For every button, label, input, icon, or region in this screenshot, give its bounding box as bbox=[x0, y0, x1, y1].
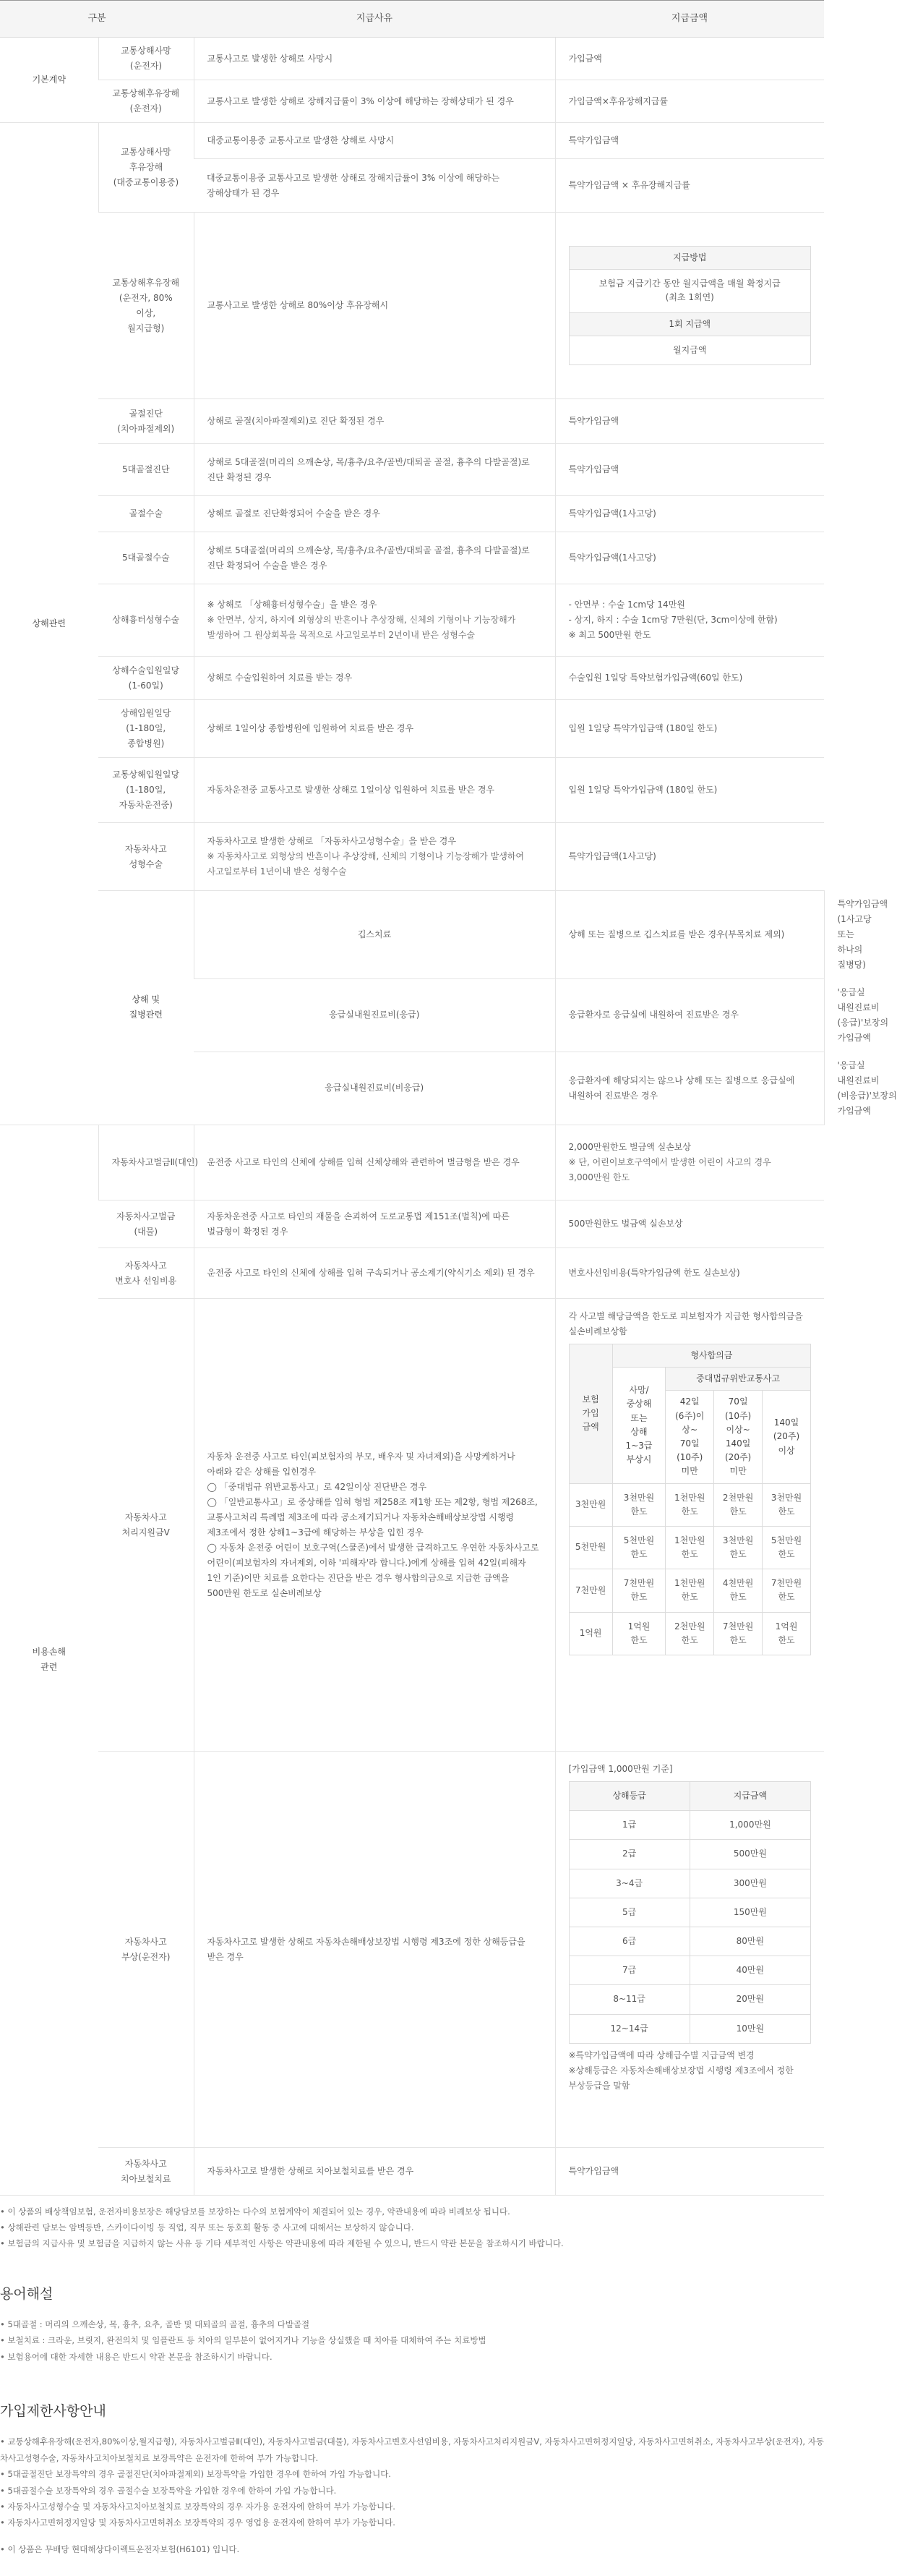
death-header: 사망/ 중상해 또는 상해 1~3급 부상시 bbox=[612, 1368, 666, 1483]
reason-line: 자동차사고로 발생한 상해로 「자동차사고성형수술」을 받은 경우 bbox=[207, 836, 456, 846]
footnote: • 이 상품의 배상책임보험, 운전자비용보장은 해당담보를 보장하는 다수의 보험계약이 체결되어 있는 경우, 약관내용에 따라 비례보상 됩니다. bbox=[0, 2206, 510, 2217]
coverage-reason: 교통사고로 발생한 상해로 사망시 bbox=[194, 38, 555, 80]
limit-cell: 3천만원 한도 bbox=[763, 1483, 811, 1526]
table-row bbox=[0, 823, 824, 891]
category-cost: 비용손해 관련 bbox=[0, 1125, 98, 2196]
amount-line: - 상지, 하지 : 수술 1cm당 7만원(단, 3cm이상에 한함) bbox=[568, 615, 778, 625]
coverage-name: 상해수술입원일당 (1-60일) bbox=[98, 657, 194, 700]
terms-section bbox=[0, 2316, 824, 2365]
table-row bbox=[0, 1299, 824, 1752]
table-row bbox=[0, 496, 824, 532]
limit-cell: 5천만원 한도 bbox=[763, 1526, 811, 1569]
amount-note: ※ 단, 어린이보호구역에서 발생한 어린이 사고의 경우 3,000만원 한도 bbox=[568, 1156, 771, 1182]
days-140-header: 140일 (20주) 이상 bbox=[763, 1391, 811, 1483]
payment-cell: 300만원 bbox=[690, 1869, 810, 1898]
payment-cell: 80만원 bbox=[690, 1927, 810, 1956]
limit-cell: 1천만원 한도 bbox=[666, 1526, 714, 1569]
amount-intro: [가입금액 1,000만원 기준] bbox=[568, 1764, 673, 1774]
coverage-reason: 대중교통이용중 교통사고로 발생한 상해로 사망시 bbox=[194, 123, 555, 159]
payment-once-header: 1회 지급액 bbox=[569, 312, 811, 336]
limit-item: • 5대골절진단 보장특약의 경우 골절진단(치아파절제외) 보장특약을 가입한 경우에 한하여 가입 가능합니다. bbox=[0, 2469, 391, 2480]
grade-header: 상해등급 bbox=[569, 1782, 690, 1811]
table-row: 상해 및 질병관련 깁스치료 상해 또는 질병으로 깁스치료를 받은 경우(부목치료 제외) 특약가입금액 (1사고당 또는 하나의 질병당) bbox=[0, 891, 824, 979]
cost-table bbox=[0, 1125, 824, 2196]
amount-intro: 각 사고별 해당금액을 한도로 피보험자가 지급한 형사합의금을 실손비례보상함 bbox=[568, 1311, 803, 1336]
coverage-name: 교통상해입원일당 (1-180일, 자동차운전중) bbox=[98, 758, 194, 823]
coverage-name: 자동차사고벌금Ⅱ(대인) bbox=[98, 1125, 194, 1200]
injury-grade-table bbox=[569, 1781, 812, 2044]
category-emergency: 상해 및 질병관련 bbox=[98, 891, 194, 1125]
table-row bbox=[0, 213, 824, 399]
coverage-name: 자동차사고 치아보철치료 bbox=[98, 2148, 194, 2196]
coverage-reason: 상해로 1일이상 종합병원에 입원하여 치료를 받은 경우 bbox=[194, 700, 555, 758]
coverage-name: 자동차사고벌금(대물) bbox=[98, 1200, 194, 1248]
payment-once-value: 월지급액 bbox=[569, 336, 811, 364]
category-basic: 기본계약 bbox=[0, 38, 98, 123]
coverage-table bbox=[0, 0, 897, 1125]
coverage-amount: 특약가입금액 bbox=[555, 444, 824, 496]
coverage-name: 응급실내원진료비(응급) bbox=[194, 978, 555, 1052]
table-row bbox=[569, 1985, 811, 2014]
limit-cell: 1억원 한도 bbox=[763, 1612, 811, 1655]
coverage-amount: 특약가입금액 bbox=[555, 399, 824, 444]
coverage-reason bbox=[194, 1299, 555, 1752]
limit-cell: 4천만원 한도 bbox=[714, 1569, 763, 1612]
grade-cell: 3~4급 bbox=[569, 1869, 690, 1898]
coverage-amount bbox=[555, 1752, 824, 2148]
amount-line: - 안면부 : 수술 1cm당 14만원 bbox=[568, 600, 685, 610]
table-row bbox=[0, 38, 824, 80]
coverage-amount: 가입금액×후유장해지급률 bbox=[555, 80, 824, 123]
limits-title: 가입제한사항안내 bbox=[0, 2403, 106, 2420]
insured-amount-cell: 5천만원 bbox=[569, 1526, 612, 1569]
category-injury: 상해관련 bbox=[0, 123, 98, 1125]
coverage-reason: 상해로 골절로 진단확정되어 수술을 받은 경우 bbox=[194, 496, 555, 532]
coverage-name: 5대골절진단 bbox=[98, 444, 194, 496]
coverage-amount bbox=[555, 1125, 824, 1200]
table-row bbox=[0, 399, 824, 444]
footnotes bbox=[0, 2196, 824, 2252]
coverage-reason: 운전중 사고로 타인의 신체에 상해를 입혀 신체상해와 관련하여 벌금형을 받은 경우 bbox=[194, 1125, 555, 1200]
footnote: • 보험금의 지급사유 및 보험금을 지급하지 않는 사유 등 기타 세부적인 사항은 약관내용에 따라 제한될 수 있으니, 반드시 약관 본문을 참조하시기 바랍니다. bbox=[0, 2238, 564, 2248]
coverage-reason: 상해로 수술입원하여 치료를 받는 경우 bbox=[194, 657, 555, 700]
amount-note: ※ 최고 500만원 한도 bbox=[568, 630, 651, 640]
limit-cell: 5천만원 한도 bbox=[612, 1526, 666, 1569]
coverage-reason: 대중교통이용중 교통사고로 발생한 상해로 장해지급률이 3% 이상에 해당하는 장해상태가 된 경우 bbox=[194, 159, 555, 213]
reason-line: ◯ 「중대법규 위반교통사고」로 42일이상 진단받은 경우 bbox=[207, 1481, 427, 1492]
coverage-reason: 교통사고로 발생한 상해로 80%이상 후유장해시 bbox=[194, 213, 555, 399]
reason-note: ※ 안면부, 상지, 하지에 외형상의 반흔이나 추상장해, 신체의 기형이나 기능장해가 발생하여 그 원상회복을 목적으로 사고일로부터 2년이내 받은 성형수술 bbox=[207, 615, 516, 640]
violation-header: 중대법규위반교통사고 bbox=[666, 1368, 811, 1391]
coverage-name: 상해흉터성형수술 bbox=[98, 584, 194, 657]
limit-cell: 2천만원 한도 bbox=[666, 1612, 714, 1655]
header-category: 구분 bbox=[0, 1, 194, 38]
payment-header: 지급금액 bbox=[690, 1782, 810, 1811]
table-row bbox=[0, 758, 824, 823]
limit-item: • 5대골절수술 보장특약의 경우 골절수술 보장특약을 가입한 경우에 한하여 가입 가능합니다. bbox=[0, 2485, 337, 2496]
table-row bbox=[569, 1840, 811, 1869]
coverage-reason bbox=[194, 584, 555, 657]
amount-note: ※상해등급은 자동차손해배상보장법 시행령 제3조에서 정한 부상등급을 말함 bbox=[568, 2065, 794, 2091]
table-row bbox=[569, 1526, 811, 1569]
coverage-reason: 운전중 사고로 타인의 신체에 상해를 입혀 구속되거나 공소제기(약식기소 제외) 된 경우 bbox=[194, 1248, 555, 1299]
table-row bbox=[0, 1248, 824, 1299]
payment-cell: 1,000만원 bbox=[690, 1811, 810, 1840]
coverage-amount bbox=[555, 1299, 824, 1752]
table-header bbox=[0, 1, 824, 38]
insured-amount-cell: 1억원 bbox=[569, 1612, 612, 1655]
coverage-amount: 특약가입금액(1사고당) bbox=[555, 823, 824, 891]
header-amount: 지급금액 bbox=[555, 1, 824, 38]
table-row bbox=[569, 1811, 811, 1840]
coverage-reason: 자동차운전중 교통사고로 발생한 상해로 1일이상 입원하여 치료를 받은 경우 bbox=[194, 758, 555, 823]
coverage-amount: 특약가입금액 × 후유장해지급률 bbox=[555, 159, 824, 213]
payment-cell: 150만원 bbox=[690, 1898, 810, 1927]
limit-cell: 1억원 한도 bbox=[612, 1612, 666, 1655]
coverage-amount: 수술입원 1일당 특약보험가입금액(60일 한도) bbox=[555, 657, 824, 700]
table-row bbox=[569, 1956, 811, 1985]
header-reason: 지급사유 bbox=[194, 1, 555, 38]
table-row bbox=[569, 1612, 811, 1655]
days-42-header: 42일 (6주)이 상~ 70일 (10주) 미만 bbox=[666, 1391, 714, 1483]
grade-cell: 6급 bbox=[569, 1927, 690, 1956]
reason-line: ◯ 자동차 운전중 어린이 보호구역(스쿨존)에서 발생한 급격하고도 우연한 자동차사고로 어린이(피보험자의 자녀제외, 이하 '피해자'라 합니다.)에게 상해를 입혀 42일(피해자 1인 기준)이만 치료를 요한다는 진단을 받은 경우 형사합의금으로 지급한 금액을 500만원 한도로 실손비례보상 bbox=[207, 1542, 539, 1598]
coverage-name: 교통상해사망(운전자) bbox=[98, 38, 194, 80]
table-row bbox=[569, 1483, 811, 1526]
coverage-amount: 입원 1일당 특약가입금액 (180일 한도) bbox=[555, 758, 824, 823]
coverage-amount: 특약가입금액 bbox=[555, 123, 824, 159]
coverage-name: 교통상해사망 후유장해 (대중교통이용중) bbox=[98, 123, 194, 213]
coverage-amount: 특약가입금액(1사고당) bbox=[555, 532, 824, 584]
coverage-name: 골절수술 bbox=[98, 496, 194, 532]
table-row bbox=[0, 1200, 824, 1248]
table-row bbox=[0, 80, 824, 123]
coverage-name: 5대골절수술 bbox=[98, 532, 194, 584]
coverage-amount: 500만원한도 벌금액 실손보상 bbox=[555, 1200, 824, 1248]
payment-method-header: 지급방법 bbox=[569, 247, 811, 270]
coverage-name: 자동차사고 부상(운전자) bbox=[98, 1752, 194, 2148]
term-item: • 보철치료 : 크라운, 브릿지, 완전의치 및 임플란트 등 치아의 일부분이 없어지거나 기능을 상실했을 때 치아를 대체하여 주는 치료방법 bbox=[0, 2335, 486, 2346]
table-row bbox=[0, 123, 824, 159]
reason-line: ※ 상해로 「상해흉터성형수술」을 받은 경우 bbox=[207, 600, 377, 610]
table-row bbox=[0, 444, 824, 496]
table-row bbox=[0, 1752, 824, 2148]
monthly-payment-table bbox=[569, 246, 812, 365]
coverage-amount: 가입금액 bbox=[555, 38, 824, 80]
limit-cell: 1천만원 한도 bbox=[666, 1483, 714, 1526]
coverage-name: 자동차사고 변호사 선임비용 bbox=[98, 1248, 194, 1299]
reason-line: 자동차 운전중 사고로 타인(피보험자의 부모, 배우자 및 자녀제외)을 사망케하거나 아래와 같은 상해를 입힌경우 bbox=[207, 1451, 515, 1477]
limit-cell: 1천만원 한도 bbox=[666, 1569, 714, 1612]
table-row: 응급실내원진료비(응급) 응급환자로 응급실에 내원하여 진료받은 경우 '응급실 내원진료비 (응급)'보장의 가입금액 bbox=[0, 978, 824, 1052]
grade-cell: 1급 bbox=[569, 1811, 690, 1840]
amount-note: ※특약가입금액에 따라 상해급수별 지급금액 변경 bbox=[568, 2050, 755, 2060]
limit-cell: 3천만원 한도 bbox=[714, 1526, 763, 1569]
coverage-name: 상해입원일당 (1-180일,종합병원) bbox=[98, 700, 194, 758]
coverage-amount bbox=[555, 584, 824, 657]
insured-amount-header: 보험 가입 금액 bbox=[569, 1344, 612, 1484]
table-row bbox=[0, 1125, 824, 1200]
coverage-reason: 상해 또는 질병으로 깁스치료를 받은 경우(부목치료 제외) bbox=[555, 891, 824, 979]
coverage-name: 교통상해후유장해 (운전자, 80%이상, 월지급형) bbox=[98, 213, 194, 399]
limit-cell: 7천만원 한도 bbox=[763, 1569, 811, 1612]
grade-cell: 12~14급 bbox=[569, 2014, 690, 2043]
table-row bbox=[0, 532, 824, 584]
coverage-amount: 입원 1일당 특약가입금액 (180일 한도) bbox=[555, 700, 824, 758]
reason-line: ◯ 「일반교통사고」로 중상해를 입혀 형법 제258조 제1항 또는 제2항, 형법 제268조, 교통사고처리 특례법 제3조에 따라 공소제기되거나 자동차손해배상보장법 시행령 제3조에서 정한 상해1~3급에 해당하는 부상을 입힌 경우 bbox=[207, 1496, 538, 1538]
term-item: • 5대골절 : 머리의 으깨손상, 목, 흉추, 요추, 골반 및 대퇴골의 골절, 흉추의 다발골절 bbox=[0, 2319, 310, 2329]
limit-cell: 7천만원 한도 bbox=[612, 1569, 666, 1612]
table-row bbox=[569, 1898, 811, 1927]
grade-cell: 2급 bbox=[569, 1840, 690, 1869]
payment-cell: 500만원 bbox=[690, 1840, 810, 1869]
payment-cell: 20만원 bbox=[690, 1985, 810, 2014]
limits-section bbox=[0, 2434, 824, 2557]
amount-line: 2,000만원한도 벌금액 실손보상 bbox=[568, 1141, 691, 1152]
coverage-name: 자동차사고 성형수술 bbox=[98, 823, 194, 891]
coverage-reason: 응급환자로 응급실에 내원하여 진료받은 경우 bbox=[555, 978, 824, 1052]
coverage-reason: 자동차사고로 발생한 상해로 치아보철치료를 받은 경우 bbox=[194, 2148, 555, 2196]
settlement-table bbox=[569, 1344, 812, 1655]
footnote: • 상해관련 담보는 암벽등반, 스카이다이빙 등 직업, 직무 또는 동호회 활동 중 사고에 대해서는 보상하지 않습니다. bbox=[0, 2222, 414, 2232]
limit-cell: 7천만원 한도 bbox=[714, 1612, 763, 1655]
coverage-reason: 교통사고로 발생한 상해로 장해지급률이 3% 이상에 해당하는 장해상태가 된 경우 bbox=[194, 80, 555, 123]
coverage-reason: 자동차운전중 사고로 타인의 재물을 손괴하여 도로교통법 제151조(벌칙)에 따른 벌금형이 확정된 경우 bbox=[194, 1200, 555, 1248]
insured-amount-cell: 3천만원 bbox=[569, 1483, 612, 1526]
table-row bbox=[569, 2014, 811, 2043]
payment-cell: 40만원 bbox=[690, 1956, 810, 1985]
coverage-name: 자동차사고 처리지원금Ⅴ bbox=[98, 1299, 194, 1752]
limit-item: • 자동차사고면허정지일당 및 자동차사고면허취소 보장특약의 경우 영업용 운전자에 한하여 부가 가능합니다. bbox=[0, 2517, 395, 2528]
coverage-reason: 응급환자에 해당되지는 않으나 상해 또는 질병으로 응급실에 내원하여 진료받은 경우 bbox=[555, 1052, 824, 1125]
term-item: • 보험용어에 대한 자세한 내용은 반드시 약관 본문을 참조하시기 바랍니다. bbox=[0, 2351, 272, 2362]
terms-title: 용어해설 bbox=[0, 2285, 53, 2302]
limit-cell: 2천만원 한도 bbox=[714, 1483, 763, 1526]
coverage-amount: 특약가입금액 bbox=[555, 2148, 824, 2196]
coverage-reason: 상해로 골절(치아파절제외)로 진단 확정된 경우 bbox=[194, 399, 555, 444]
reason-note: ※ 자동차사고로 외형상의 반흔이나 추상장해, 신체의 기형이나 기능장해가 발생하여 사고일로부터 1년이내 받은 성형수술 bbox=[207, 851, 525, 877]
coverage-reason: 상해로 5대골절(머리의 으깨손상, 목/흉추/요추/골반/대퇴골 골절, 흉추의 다발골절)로 진단 확정된 경우 bbox=[194, 444, 555, 496]
coverage-name: 교통상해후유장해(운전자) bbox=[98, 80, 194, 123]
table-row bbox=[0, 700, 824, 758]
grade-cell: 7급 bbox=[569, 1956, 690, 1985]
grade-cell: 5급 bbox=[569, 1898, 690, 1927]
table-row bbox=[0, 584, 824, 657]
limit-item: • 자동차사고성형수술 및 자동차사고치아보철치료 보장특약의 경우 자가용 운전자에 한하여 부가 가능합니다. bbox=[0, 2501, 395, 2512]
table-row bbox=[0, 657, 824, 700]
table-row bbox=[569, 1869, 811, 1898]
limit-item: • 교통상해후유장해(운전자,80%이상,월지급형), 자동차사고벌금Ⅱ(대인), 자동차사고벌금(대물), 자동차사고변호사선임비용, 자동차사고처리지원금Ⅴ, 자동차사고면허정지일당, 자동차사고면허취소, 자동차사고부상(운전자), 자동차사고성형수술, 자동차사고치아보철치료 보장특약은 운전자에 한하여 부가 가능합니다. bbox=[0, 2436, 824, 2463]
product-note: • 이 상품은 무배당 현대해상다이렉트운전자보험(H6101) 입니다. bbox=[0, 2543, 240, 2554]
coverage-reason: 자동차사고로 발생한 상해로 자동차손해배상보장법 시행령 제3조에 정한 상해등급을 받은 경우 bbox=[194, 1752, 555, 2148]
coverage-name: 깁스치료 bbox=[194, 891, 555, 979]
coverage-name: 응급실내원진료비(비응급) bbox=[194, 1052, 555, 1125]
grade-cell: 8~11급 bbox=[569, 1985, 690, 2014]
payment-method-value: 보험금 지급기간 동안 월지급액을 매월 확정지급 (최초 1회연) bbox=[569, 270, 811, 312]
coverage-reason bbox=[194, 823, 555, 891]
insured-amount-cell: 7천만원 bbox=[569, 1569, 612, 1612]
table-row: 응급실내원진료비(비응급) 응급환자에 해당되지는 않으나 상해 또는 질병으로 응급실에 내원하여 진료받은 경우 '응급실 내원진료비 (비응급)'보장의 가입금액 bbox=[0, 1052, 824, 1125]
coverage-name: 골절진단 (치아파절제외) bbox=[98, 399, 194, 444]
days-70-header: 70일 (10주) 이상~ 140일 (20주) 미만 bbox=[714, 1391, 763, 1483]
table-row bbox=[569, 1927, 811, 1956]
coverage-amount: 특약가입금액(1사고당) bbox=[555, 496, 824, 532]
limit-cell: 3천만원 한도 bbox=[612, 1483, 666, 1526]
table-row bbox=[569, 1569, 811, 1612]
coverage-amount: 변호사선임비용(특약가입금액 한도 실손보상) bbox=[555, 1248, 824, 1299]
coverage-reason: 상해로 5대골절(머리의 으깨손상, 목/흉추/요추/골반/대퇴골 골절, 흉추의 다발골절)로 진단 확정되어 수술을 받은 경우 bbox=[194, 532, 555, 584]
table-row bbox=[0, 2148, 824, 2196]
settlement-header: 형사합의금 bbox=[612, 1344, 810, 1368]
payment-cell: 10만원 bbox=[690, 2014, 810, 2043]
monthly-payment-cell bbox=[555, 213, 824, 399]
